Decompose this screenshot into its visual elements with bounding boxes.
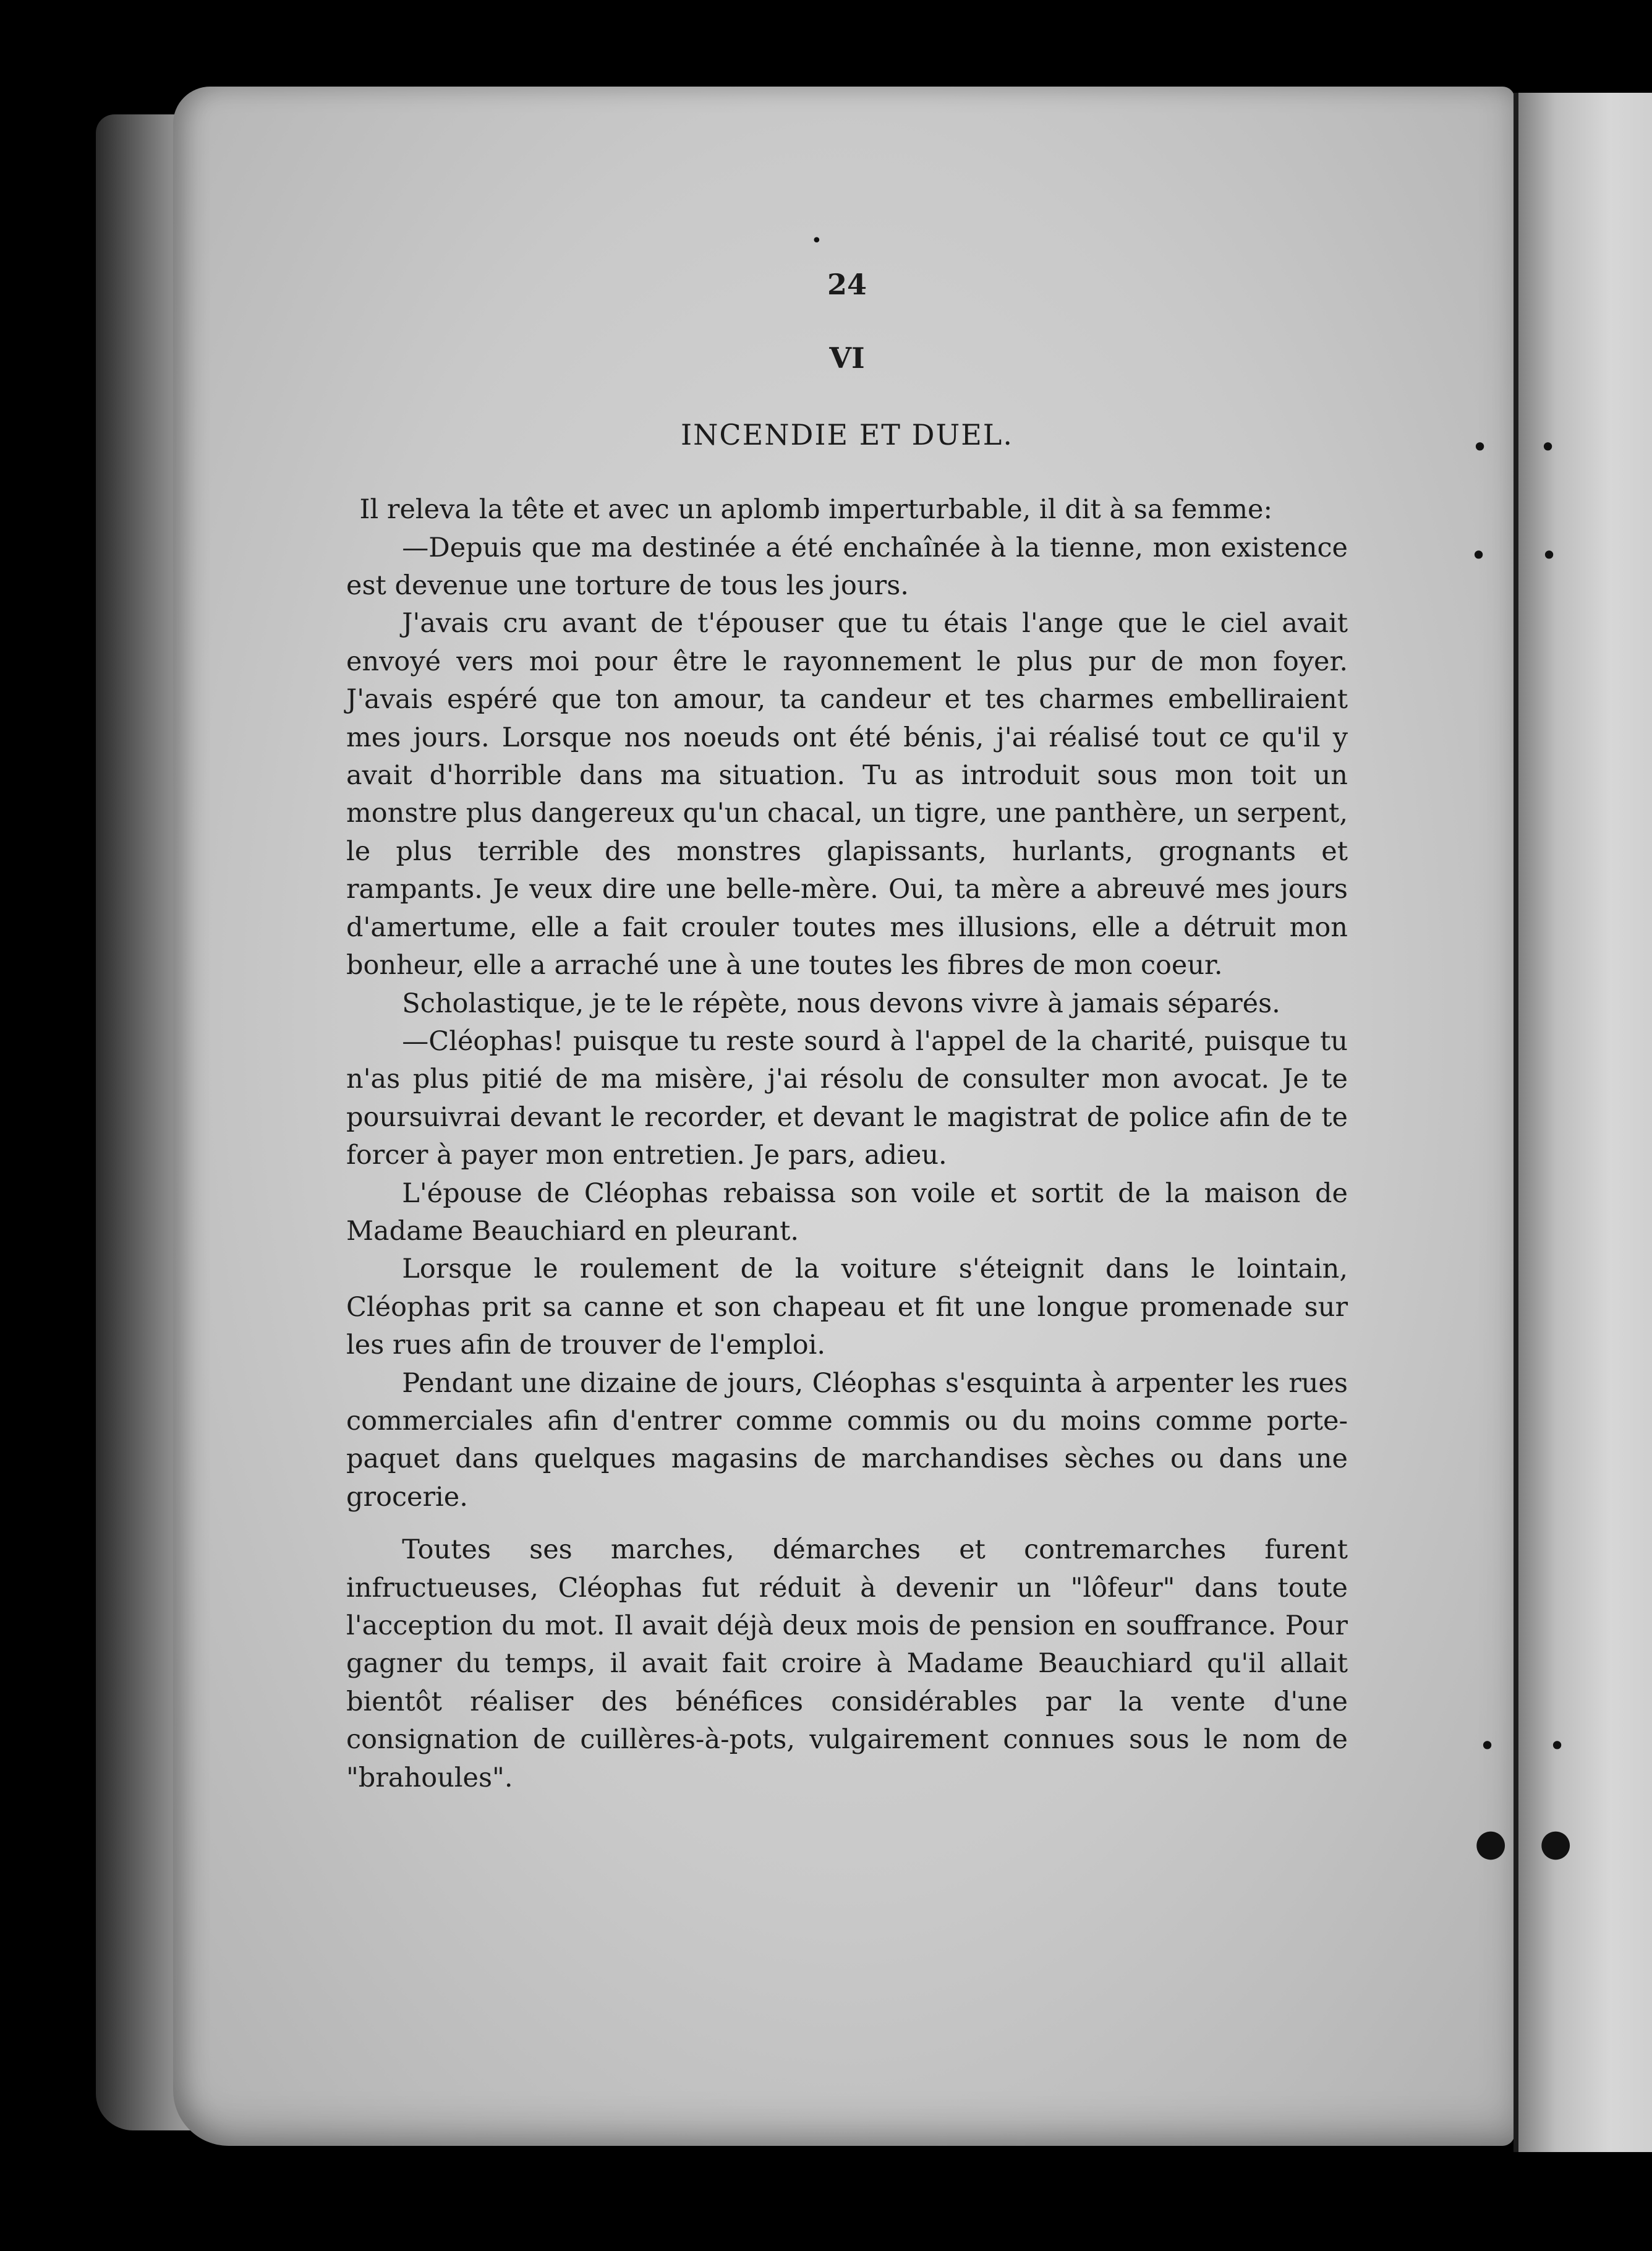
paragraph: —Cléophas! puisque tu reste sourd à l'appel de la charité, puisque tu n'as plus pitié de ma misère, j'ai résolu de consulter mon avocat. Je te poursuivrai devant le recorder, et devant le magistrat de police afin de te forcer à payer mon entretien. Je pars, adieu.	[346, 1025, 1348, 1171]
ink-speck: •	[1549, 1729, 1566, 1762]
ink-speck: •	[1479, 1729, 1496, 1762]
paragraph: L'épouse de Cléophas rebaissa son voile et sortit de la maison de Madame Beauchiard en pleurant.	[346, 1177, 1348, 1247]
paragraph: J'avais cru avant de t'épouser que tu étais l'ange que le ciel avait envoyé vers moi pour être le rayonnement le plus pur de mon foyer. J'avais espéré que ton amour, ta candeur et tes charmes embelliraient mes jours. Lorsque nos noeuds ont été bénis, j'ai réalisé tout ce qu'il y avait d'horrible dans ma situation. Tu as introduit sous mon toit un monstre plus dangereux qu'un chacal, un tigre, une panthère, un serpent, le plus terrible des monstres glapissants, hurlants, grognants et rampants. Je veux dire une belle-mère. Oui, ta mère a abreuvé mes jours d'amertume, elle a fait crouler toutes mes illusions, elle a détruit mon bonheur, elle a arraché une à une toutes les fibres de mon coeur.	[346, 608, 1348, 981]
paragraph: Il releva la tête et avec un aplomb imperturbable, il dit à sa femme:	[359, 494, 1272, 526]
ink-speck: •	[1471, 430, 1489, 464]
page-gutter	[1514, 93, 1518, 2152]
paragraph: Toutes ses marches, démarches et contremarches furent infructueuses, Cléophas fut réduit à devenir un "lôfeur" dans toute l'acception du mot. Il avait déjà deux mois de pension en souffrance. Pour gagner du temps, il avait fait croire à Madame Beauchiard qu'il allait bientôt réaliser des bénéfices considérables par la vente d'une consignation de cuillères-à-pots, vulgairement connues sous le nom de "brahoules".	[346, 1534, 1348, 1793]
ink-speck: •	[1470, 539, 1488, 572]
ink-blot: ●	[1539, 1821, 1572, 1864]
ink-speck: •	[811, 230, 822, 252]
facing-page-strip	[1515, 93, 1652, 2152]
paragraph: Lorsque le roulement de la voiture s'éteignit dans le lointain, Cléophas prit sa canne et son chapeau et fit une longue promenade sur les rues afin de trouver de l'emploi.	[346, 1254, 1348, 1361]
page-number: 24	[827, 268, 867, 301]
ink-blot: ●	[1475, 1821, 1507, 1864]
ink-speck: •	[1541, 539, 1558, 572]
chapter-title: INCENDIE ET DUEL.	[681, 417, 1013, 451]
paragraph: —Depuis que ma destinée a été enchaînée à la tienne, mon existence est devenue une torture de tous les jours.	[346, 532, 1348, 602]
page-text	[346, 266, 1348, 1797]
chapter-number: VI	[829, 341, 865, 375]
ink-speck: •	[1539, 430, 1557, 464]
paragraph: Pendant une dizaine de jours, Cléophas s'esquinta à arpenter les rues commerciales afin d'entrer comme commis ou du moins comme porte-paquet dans quelques magasins de marchandises sèches ou dans une grocerie.	[346, 1367, 1348, 1513]
paragraph: Scholastique, je te le répète, nous devons vivre à jamais séparés.	[402, 988, 1280, 1019]
